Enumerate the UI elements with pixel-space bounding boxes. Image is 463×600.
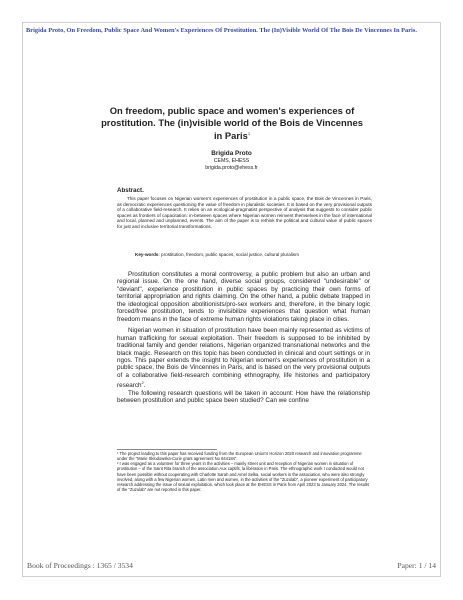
author-affiliation: CEMS, EHESS [213,158,250,164]
body-paragraph-text: Nigerian women in situation of prostitution have been mainly represented as victims of human trafficking for sexual exploitation. Their freedom is supposed to be inhibited by traditional family and gender relations, Nigerian organized transnational networks and the black magic. Research on this topic has been conducted in clinical and court settings or in ngos. This paper extends the insight to Nigerian women's experiences of prostitution in a public space, the Bois de Vincennes in Paris, and is based on the very provisional outputs of a collaborative field-research combining ethnography, life histories and participatory research [117,327,370,390]
body-paragraph-end: . [143,382,146,390]
proceedings-pages: 1365 / 3534 [96,561,133,570]
abstract-text: This paper focuses on Nigerian women's experiences of prostitution in a public space, the Bois de Vincennes in Paris, as democratic experiences questioning the value of freedom in pluralistic societies. It is based on the very provisional outputs of a collaborative field-research. It relies on an ecological-pragmatist perspective of analysis that suggests to consider public spaces as frontiers of capacitation: in-between spaces where Nigerian women reinvent themselves in the face of international and local, planned and unplanned, events. The aim of the paper is to rethink the political and cultural value of public spaces for just and inclusive territorial transformations. [117,196,372,229]
body-paragraph: The following research questions will be taken in account: How have the relationship between prostitution and public space been studied? Can we confine [117,389,370,405]
paper-label: Paper: [397,561,419,570]
author-email: brigida.proto@ehess.fr [205,164,258,171]
body-paragraph [117,327,370,390]
title-footnote-mark: 1 [247,131,251,137]
footnote-1: ¹ The project leading to this paper has received funding from the European Union's Horizon 2020 research and innovation programme under the "Marie Sklodowska-Curie grant agreement No 844184". [117,451,362,462]
footnote-mark: 2 [141,380,144,386]
keywords-text: : prostitution, freedom, public spaces, social justice, cultural pluralism [158,252,299,257]
proceedings-label: Book of Proceedings : [27,561,97,570]
paper-pages: 1 / 14 [418,561,436,570]
paper-page-info [397,561,436,570]
body-paragraph: Prostitution constitutes a moral controversy, a public problem but also an urban and regional issue. On the one hand, diverse social groups, considered "undesirable" or "deviant", experience prostitution in public spaces by practicing their own forms of territorial appropriation and rights claiming. On the other hand, a public debate trapped in the ideological opposition abolitionists/pro-sex workers and, therefore, in the binary logic forced/free prostitution, tends to invisibilize experiences that question what human freedom means in the face of extreme human rights violations taking place in cities. [117,271,370,323]
paper-title [100,105,364,142]
abstract-heading: Abstract. [117,187,144,194]
footnote-2: ² I was engaged as a volunteer for three years in the activities – mainly street unit and reception of Nigerian women in situation of prostitution – of the Saint Rita branch of the association Aux captifs, la libération in Paris. The ethnographic work I conducted would not have been possible without cooperating with Charlotte Sarah and Amel Selka, social workers in the association, who were also strongly involved, along with a few Nigerian women, Latin men and women, in the activities of the "Zuzulab", a pioneer experiment of participatory research addressing the issue of sexual exploitation, which took place at the EHESS in Paris from April 2023 to January 2024. The results of the "Zuzulab" are not reported in this paper. [117,461,370,493]
footnote-divider [117,449,217,450]
author-block [140,150,323,171]
paper-title-text: On freedom, public space and women's experiences of prostitution. The (in)visible world of the Bois de Vincennes in Paris [101,105,363,142]
body-text [117,271,370,409]
footnotes [117,451,370,492]
keywords-label: Key-words [135,252,159,257]
running-header: Brigida Proto, On Freedom, Public Space And Women's Experiences Of Prostitution. The (In)Visible World Of The Bois De Vincennes In Paris. [26,27,417,34]
author-name: Brigida Proto [211,150,252,157]
proceedings-page-info [27,561,133,570]
keywords [135,252,385,258]
